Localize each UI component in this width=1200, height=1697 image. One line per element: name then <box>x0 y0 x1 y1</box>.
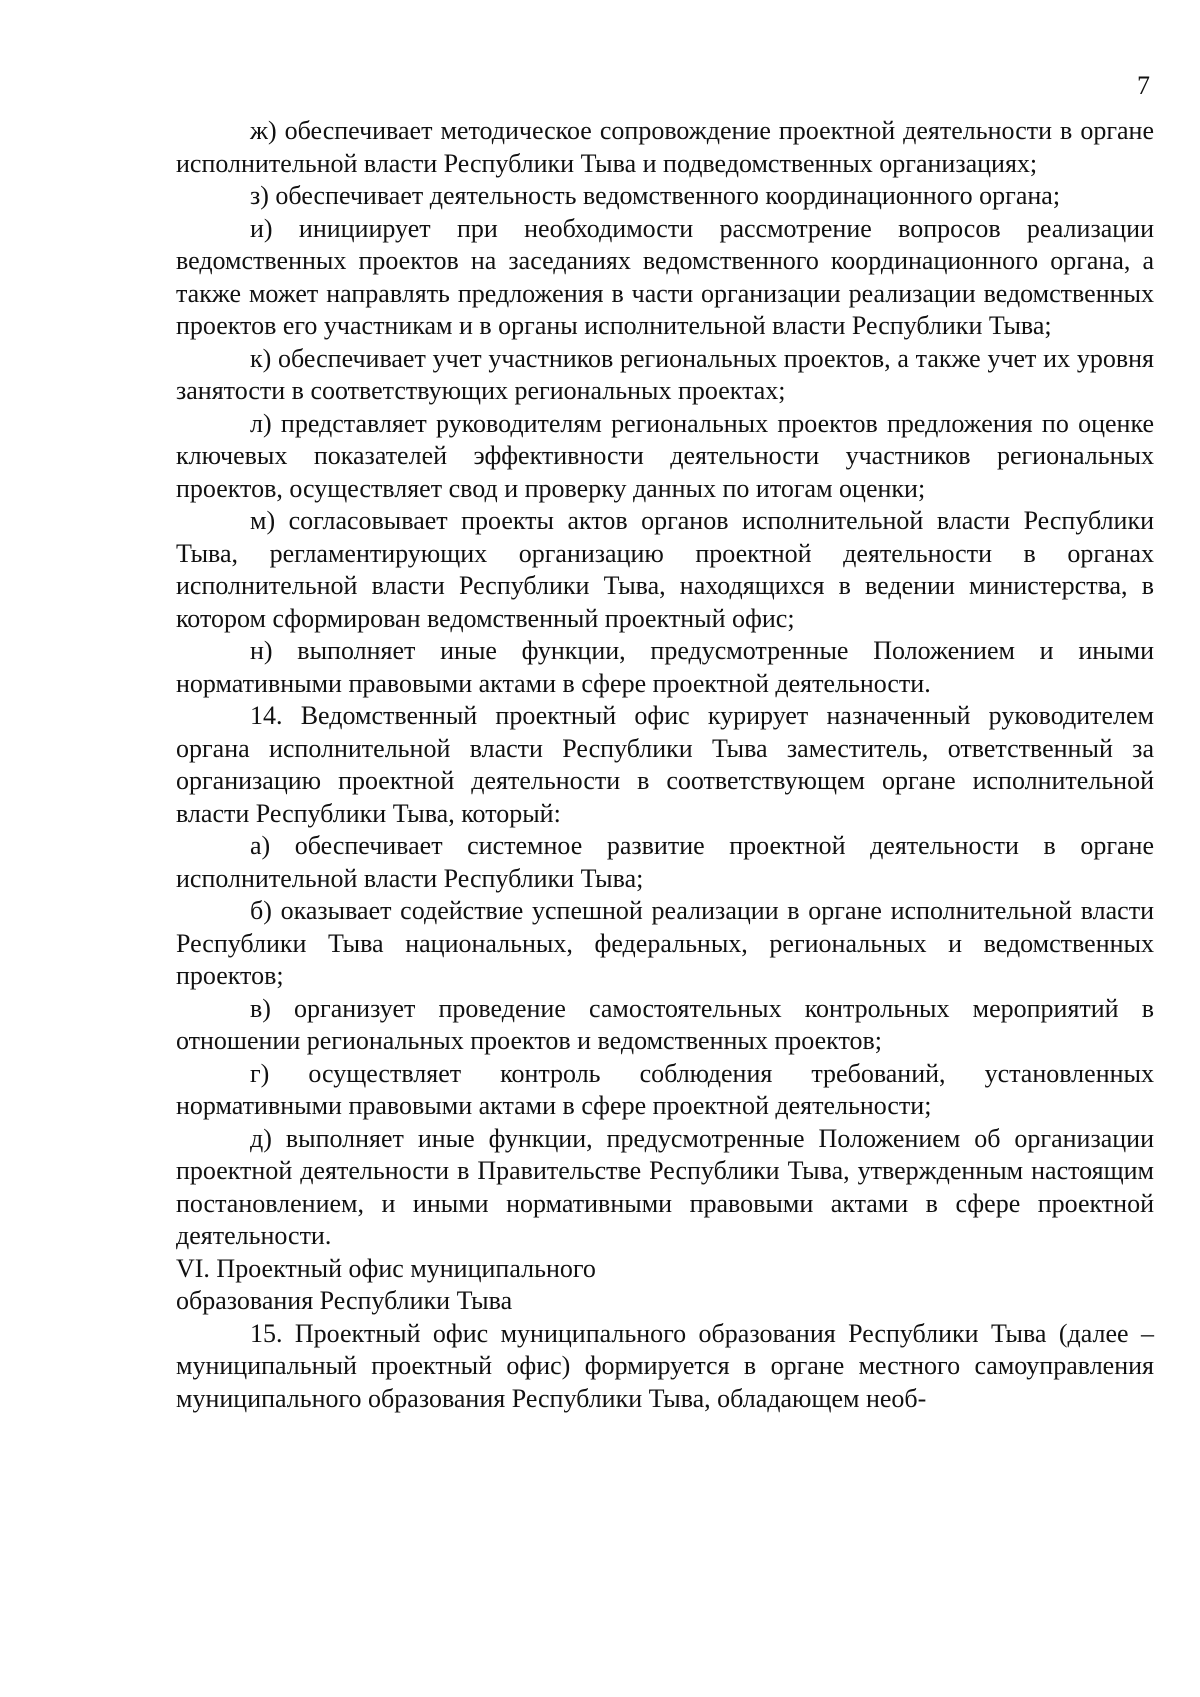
paragraph-a: а) обеспечивает системное развитие проектной деятельности в органе исполнительной власти Республики Тыва; <box>176 831 1154 893</box>
paragraph-i: и) инициирует при необходимости рассмотрение вопросов реализации ведомственных проектов на заседаниях ведомственного координационного органа, а также может направлять предложения в части организации реализации ведомственных проектов его участникам и в органы исполнительной власти Республики Тыва; <box>176 213 1154 340</box>
document-body <box>176 115 1154 1415</box>
paragraph-b: б) оказывает содействие успешной реализации в органе исполнительной власти Республики Тыва национальных, федеральных, региональных и ведомственных проектов; <box>176 896 1154 990</box>
paragraph-k: к) обеспечивает учет участников региональных проектов, а также учет их уровня занятости в соответствующих региональных проектах; <box>176 343 1154 405</box>
paragraph-14: 14. Ведомственный проектный офис курирует назначенный руководителем органа исполнительной власти Республики Тыва заместитель, ответственный за организацию проектной деятельности в соответствующем органе исполнительной власти Республики Тыва, который: <box>176 701 1154 828</box>
paragraph-l: л) представляет руководителям региональных проектов предложения по оценке ключевых показателей эффективности деятельности участников региональных проектов, осуществляет свод и проверку данных по итогам оценки; <box>176 408 1154 503</box>
section-heading-line-2: образования Республики Тыва <box>176 1286 513 1315</box>
paragraph-z: з) обеспечивает деятельность ведомственного координационного органа; <box>250 181 1061 210</box>
paragraph-v: в) организует проведение самостоятельных контрольных мероприятий в отношении региональных проектов и ведомственных проектов; <box>176 993 1154 1055</box>
section-heading <box>176 1253 1154 1318</box>
section-heading-line-1: VI. Проектный офис муниципального <box>176 1253 596 1283</box>
paragraph-d: д) выполняет иные функции, предусмотренные Положением об организации проектной деятельности в Правительстве Республики Тыва, утвержденным настоящим постановлением, и иными нормативными правовыми актами в сфере проектной деятельности. <box>176 1123 1154 1250</box>
paragraph-m: м) согласовывает проекты актов органов исполнительной власти Республики Тыва, регламентирующих организацию проектной деятельности в органах исполнительной власти Республики Тыва, находящихся в ведении министерства, в котором сформирован ведомственный проектный офис; <box>176 506 1154 633</box>
page-number: 7 <box>1137 71 1150 100</box>
paragraph-zh: ж) обеспечивает методическое сопровождение проектной деятельности в органе исполнительной власти Республики Тыва и подведомственных организациях; <box>176 116 1154 178</box>
paragraph-g: г) осуществляет контроль соблюдения требований, установленных нормативными правовыми актами в сфере проектной деятельности; <box>176 1058 1154 1120</box>
paragraph-n: н) выполняет иные функции, предусмотренные Положением и иными нормативными правовыми актами в сфере проектной деятельности. <box>176 636 1154 698</box>
paragraph-15: 15. Проектный офис муниципального образования Республики Тыва (далее – муниципальный проектный офис) формируется в органе местного самоуправления муниципального образования Республики Тыва, обладающем необ- <box>176 1318 1154 1413</box>
